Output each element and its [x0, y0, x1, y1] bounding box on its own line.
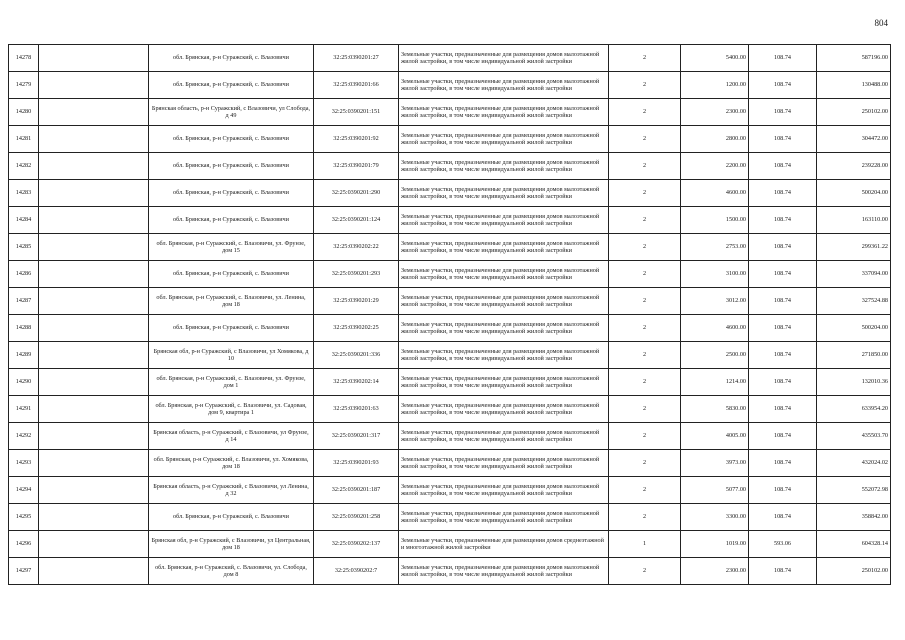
land-use-cell: Земельные участки, предназначенные для размещения домов малоэтажной жилой застройки, в том числе индивидуальной жилой застройки: [399, 558, 609, 585]
table-row: [9, 126, 891, 153]
empty-cell: [39, 126, 149, 153]
table-row: [9, 153, 891, 180]
table-row: [9, 504, 891, 531]
row-number-cell: 14281: [9, 126, 39, 153]
cadastral-number-cell: 32:25:0390201:290: [314, 180, 399, 207]
address-cell: обл. Брянская, р-н Суражский, с. Влазовичи, ул. Слобода, дом 8: [149, 558, 314, 585]
registry-table: [8, 44, 891, 585]
row-number-cell: 14293: [9, 450, 39, 477]
row-number-cell: 14278: [9, 45, 39, 72]
cadastral-value-cell: 299361.22: [817, 234, 891, 261]
address-cell: обл. Брянская, р-н Суражский, с. Влазовичи: [149, 180, 314, 207]
table-row: [9, 558, 891, 585]
cadastral-value-cell: 435503.70: [817, 423, 891, 450]
cadastral-value-cell: 250102.00: [817, 558, 891, 585]
table-row: [9, 45, 891, 72]
table-row: [9, 396, 891, 423]
empty-cell: [39, 423, 149, 450]
category-cell: 2: [609, 180, 681, 207]
table-row: [9, 423, 891, 450]
cadastral-number-cell: 32:25:0390201:27: [314, 45, 399, 72]
cadastral-value-cell: 337094.00: [817, 261, 891, 288]
cadastral-number-cell: 32:25:0390201:124: [314, 207, 399, 234]
category-cell: 2: [609, 261, 681, 288]
category-cell: 2: [609, 504, 681, 531]
specific-value-cell: 108.74: [749, 180, 817, 207]
land-use-cell: Земельные участки, предназначенные для размещения домов малоэтажной жилой застройки, в том числе индивидуальной жилой застройки: [399, 315, 609, 342]
cadastral-number-cell: 32:25:0390201:92: [314, 126, 399, 153]
land-use-cell: Земельные участки, предназначенные для размещения домов малоэтажной жилой застройки, в том числе индивидуальной жилой застройки: [399, 153, 609, 180]
address-cell: Брянская область, р-н Суражский, с Влазовичи, ул Фрунзе, д 14: [149, 423, 314, 450]
area-cell: 4600.00: [681, 315, 749, 342]
specific-value-cell: 108.74: [749, 315, 817, 342]
land-use-cell: Земельные участки, предназначенные для размещения домов малоэтажной жилой застройки, в том числе индивидуальной жилой застройки: [399, 450, 609, 477]
address-cell: обл. Брянская, р-н Суражский, с. Влазовичи: [149, 504, 314, 531]
row-number-cell: 14297: [9, 558, 39, 585]
table-row: [9, 369, 891, 396]
cadastral-value-cell: 633954.20: [817, 396, 891, 423]
cadastral-number-cell: 32:25:0390201:29: [314, 288, 399, 315]
table-row: [9, 180, 891, 207]
empty-cell: [39, 261, 149, 288]
table-row: [9, 207, 891, 234]
cadastral-value-cell: 587196.00: [817, 45, 891, 72]
cadastral-number-cell: 32:25:0390202:22: [314, 234, 399, 261]
empty-cell: [39, 531, 149, 558]
area-cell: 3100.00: [681, 261, 749, 288]
address-cell: обл. Брянская, р-н Суражский, с. Влазовичи, ул. Хомякова, дом 18: [149, 450, 314, 477]
area-cell: 3012.00: [681, 288, 749, 315]
address-cell: Брянская область, р-н Суражский, с Влазовичи, ул Ленина, д 32: [149, 477, 314, 504]
area-cell: 1500.00: [681, 207, 749, 234]
land-use-cell: Земельные участки, предназначенные для размещения домов малоэтажной жилой застройки, в том числе индивидуальной жилой застройки: [399, 207, 609, 234]
cadastral-value-cell: 604328.14: [817, 531, 891, 558]
cadastral-value-cell: 358842.00: [817, 504, 891, 531]
category-cell: 2: [609, 99, 681, 126]
category-cell: 2: [609, 207, 681, 234]
area-cell: 1200.00: [681, 72, 749, 99]
address-cell: обл. Брянская, р-н Суражский, с. Влазовичи: [149, 153, 314, 180]
row-number-cell: 14289: [9, 342, 39, 369]
cadastral-value-cell: 432024.02: [817, 450, 891, 477]
empty-cell: [39, 288, 149, 315]
cadastral-value-cell: 132010.36: [817, 369, 891, 396]
cadastral-value-cell: 500204.00: [817, 315, 891, 342]
empty-cell: [39, 234, 149, 261]
specific-value-cell: 108.74: [749, 504, 817, 531]
address-cell: обл. Брянская, р-н Суражский, с. Влазовичи, ул. Садовая, дом 9, квартира 1: [149, 396, 314, 423]
area-cell: 3300.00: [681, 504, 749, 531]
table-row: [9, 477, 891, 504]
category-cell: 2: [609, 423, 681, 450]
empty-cell: [39, 315, 149, 342]
area-cell: 1019.00: [681, 531, 749, 558]
cadastral-number-cell: 32:25:0390201:79: [314, 153, 399, 180]
specific-value-cell: 108.74: [749, 423, 817, 450]
land-use-cell: Земельные участки, предназначенные для размещения домов малоэтажной жилой застройки, в том числе индивидуальной жилой застройки: [399, 234, 609, 261]
cadastral-number-cell: 32:25:0390202:25: [314, 315, 399, 342]
area-cell: 2500.00: [681, 342, 749, 369]
row-number-cell: 14290: [9, 369, 39, 396]
empty-cell: [39, 342, 149, 369]
table-row: [9, 450, 891, 477]
cadastral-value-cell: 304472.00: [817, 126, 891, 153]
row-number-cell: 14283: [9, 180, 39, 207]
table-row: [9, 261, 891, 288]
specific-value-cell: 108.74: [749, 153, 817, 180]
specific-value-cell: 108.74: [749, 558, 817, 585]
category-cell: 2: [609, 558, 681, 585]
address-cell: обл. Брянская, р-н Суражский, с. Влазовичи: [149, 207, 314, 234]
land-use-cell: Земельные участки, предназначенные для размещения домов малоэтажной жилой застройки, в том числе индивидуальной жилой застройки: [399, 72, 609, 99]
row-number-cell: 14280: [9, 99, 39, 126]
empty-cell: [39, 477, 149, 504]
land-use-cell: Земельные участки, предназначенные для размещения домов малоэтажной жилой застройки, в том числе индивидуальной жилой застройки: [399, 99, 609, 126]
address-cell: Брянская обл, р-н Суражский, с Влазовичи, ул Хомякова, д 10: [149, 342, 314, 369]
address-cell: обл. Брянская, р-н Суражский, с. Влазовичи: [149, 126, 314, 153]
category-cell: 2: [609, 153, 681, 180]
address-cell: Брянская область, р-н Суражский, с Влазовичи, ул Слобода, д 49: [149, 99, 314, 126]
land-use-cell: Земельные участки, предназначенные для размещения домов малоэтажной жилой застройки, в том числе индивидуальной жилой застройки: [399, 342, 609, 369]
category-cell: 2: [609, 369, 681, 396]
area-cell: 4600.00: [681, 180, 749, 207]
empty-cell: [39, 450, 149, 477]
specific-value-cell: 108.74: [749, 450, 817, 477]
row-number-cell: 14288: [9, 315, 39, 342]
page-number: 804: [874, 18, 888, 28]
area-cell: 2300.00: [681, 558, 749, 585]
empty-cell: [39, 504, 149, 531]
cadastral-value-cell: 163110.00: [817, 207, 891, 234]
land-use-cell: Земельные участки, предназначенные для размещения домов малоэтажной жилой застройки, в том числе индивидуальной жилой застройки: [399, 477, 609, 504]
empty-cell: [39, 369, 149, 396]
address-cell: обл. Брянская, р-н Суражский, с. Влазовичи, ул. Ленина, дом 18: [149, 288, 314, 315]
land-use-cell: Земельные участки, предназначенные для размещения домов малоэтажной жилой застройки, в том числе индивидуальной жилой застройки: [399, 369, 609, 396]
table-row: [9, 72, 891, 99]
cadastral-value-cell: 327524.88: [817, 288, 891, 315]
land-use-cell: Земельные участки, предназначенные для размещения домов малоэтажной жилой застройки, в том числе индивидуальной жилой застройки: [399, 288, 609, 315]
table-row: [9, 531, 891, 558]
specific-value-cell: 108.74: [749, 45, 817, 72]
specific-value-cell: 108.74: [749, 126, 817, 153]
specific-value-cell: 108.74: [749, 369, 817, 396]
category-cell: 2: [609, 315, 681, 342]
row-number-cell: 14284: [9, 207, 39, 234]
specific-value-cell: 108.74: [749, 477, 817, 504]
specific-value-cell: 593.06: [749, 531, 817, 558]
area-cell: 3973.00: [681, 450, 749, 477]
cadastral-value-cell: 239228.00: [817, 153, 891, 180]
cadastral-number-cell: 32:25:0390201:187: [314, 477, 399, 504]
area-cell: 2753.00: [681, 234, 749, 261]
address-cell: обл. Брянская, р-н Суражский, с. Влазовичи: [149, 315, 314, 342]
specific-value-cell: 108.74: [749, 396, 817, 423]
specific-value-cell: 108.74: [749, 234, 817, 261]
specific-value-cell: 108.74: [749, 261, 817, 288]
address-cell: обл. Брянская, р-н Суражский, с. Влазовичи: [149, 45, 314, 72]
specific-value-cell: 108.74: [749, 342, 817, 369]
empty-cell: [39, 180, 149, 207]
address-cell: обл. Брянская, р-н Суражский, с. Влазовичи, ул. Фрунзе, дом 15: [149, 234, 314, 261]
category-cell: 1: [609, 531, 681, 558]
empty-cell: [39, 45, 149, 72]
area-cell: 1214.00: [681, 369, 749, 396]
row-number-cell: 14279: [9, 72, 39, 99]
area-cell: 5400.00: [681, 45, 749, 72]
category-cell: 2: [609, 342, 681, 369]
land-use-cell: Земельные участки, предназначенные для размещения домов малоэтажной жилой застройки, в том числе индивидуальной жилой застройки: [399, 396, 609, 423]
cadastral-value-cell: 271850.00: [817, 342, 891, 369]
empty-cell: [39, 207, 149, 234]
area-cell: 5077.00: [681, 477, 749, 504]
land-use-cell: Земельные участки, предназначенные для размещения домов малоэтажной жилой застройки, в том числе индивидуальной жилой застройки: [399, 261, 609, 288]
area-cell: 4005.00: [681, 423, 749, 450]
category-cell: 2: [609, 72, 681, 99]
area-cell: 5830.00: [681, 396, 749, 423]
cadastral-number-cell: 32:25:0390201:293: [314, 261, 399, 288]
empty-cell: [39, 153, 149, 180]
category-cell: 2: [609, 288, 681, 315]
row-number-cell: 14296: [9, 531, 39, 558]
category-cell: 2: [609, 45, 681, 72]
cadastral-number-cell: 32:25:0390201:317: [314, 423, 399, 450]
cadastral-number-cell: 32:25:0390201:93: [314, 450, 399, 477]
cadastral-value-cell: 500204.00: [817, 180, 891, 207]
empty-cell: [39, 72, 149, 99]
cadastral-value-cell: 552072.98: [817, 477, 891, 504]
address-cell: обл. Брянская, р-н Суражский, с. Влазовичи, ул. Фрунзе, дом 1: [149, 369, 314, 396]
cadastral-number-cell: 32:25:0390202:7: [314, 558, 399, 585]
specific-value-cell: 108.74: [749, 99, 817, 126]
row-number-cell: 14287: [9, 288, 39, 315]
empty-cell: [39, 558, 149, 585]
area-cell: 2300.00: [681, 99, 749, 126]
land-use-cell: Земельные участки, предназначенные для размещения домов малоэтажной жилой застройки, в том числе индивидуальной жилой застройки: [399, 126, 609, 153]
row-number-cell: 14291: [9, 396, 39, 423]
specific-value-cell: 108.74: [749, 72, 817, 99]
row-number-cell: 14294: [9, 477, 39, 504]
row-number-cell: 14295: [9, 504, 39, 531]
land-use-cell: Земельные участки, предназначенные для размещения домов малоэтажной жилой застройки, в том числе индивидуальной жилой застройки: [399, 180, 609, 207]
category-cell: 2: [609, 450, 681, 477]
cadastral-number-cell: 32:25:0390201:258: [314, 504, 399, 531]
address-cell: обл. Брянская, р-н Суражский, с. Влазовичи: [149, 72, 314, 99]
cadastral-number-cell: 32:25:0390201:336: [314, 342, 399, 369]
empty-cell: [39, 396, 149, 423]
cadastral-number-cell: 32:25:0390201:151: [314, 99, 399, 126]
land-use-cell: Земельные участки, предназначенные для размещения домов малоэтажной жилой застройки, в том числе индивидуальной жилой застройки: [399, 504, 609, 531]
row-number-cell: 14292: [9, 423, 39, 450]
address-cell: обл. Брянская, р-н Суражский, с. Влазовичи: [149, 261, 314, 288]
land-use-cell: Земельные участки, предназначенные для размещения домов малоэтажной жилой застройки, в том числе индивидуальной жилой застройки: [399, 45, 609, 72]
registry-rows: [9, 45, 891, 585]
category-cell: 2: [609, 477, 681, 504]
table-row: [9, 342, 891, 369]
cadastral-number-cell: 32:25:0390202:137: [314, 531, 399, 558]
empty-cell: [39, 99, 149, 126]
area-cell: 2200.00: [681, 153, 749, 180]
row-number-cell: 14286: [9, 261, 39, 288]
cadastral-number-cell: 32:25:0390201:63: [314, 396, 399, 423]
category-cell: 2: [609, 234, 681, 261]
land-use-cell: Земельные участки, предназначенные для размещения домов малоэтажной жилой застройки, в том числе индивидуальной жилой застройки: [399, 423, 609, 450]
row-number-cell: 14285: [9, 234, 39, 261]
cadastral-number-cell: 32:25:0390202:14: [314, 369, 399, 396]
table-row: [9, 99, 891, 126]
table-row: [9, 288, 891, 315]
category-cell: 2: [609, 396, 681, 423]
specific-value-cell: 108.74: [749, 288, 817, 315]
table-row: [9, 315, 891, 342]
land-use-cell: Земельные участки, предназначенные для размещения домов среднеэтажной и многоэтажной жилой застройки: [399, 531, 609, 558]
category-cell: 2: [609, 126, 681, 153]
row-number-cell: 14282: [9, 153, 39, 180]
specific-value-cell: 108.74: [749, 207, 817, 234]
cadastral-value-cell: 130488.00: [817, 72, 891, 99]
cadastral-value-cell: 250102.00: [817, 99, 891, 126]
address-cell: Брянская обл, р-н Суражский, с Влазовичи, ул Центральная, дом 18: [149, 531, 314, 558]
cadastral-number-cell: 32:25:0390201:66: [314, 72, 399, 99]
area-cell: 2800.00: [681, 126, 749, 153]
table-row: [9, 234, 891, 261]
